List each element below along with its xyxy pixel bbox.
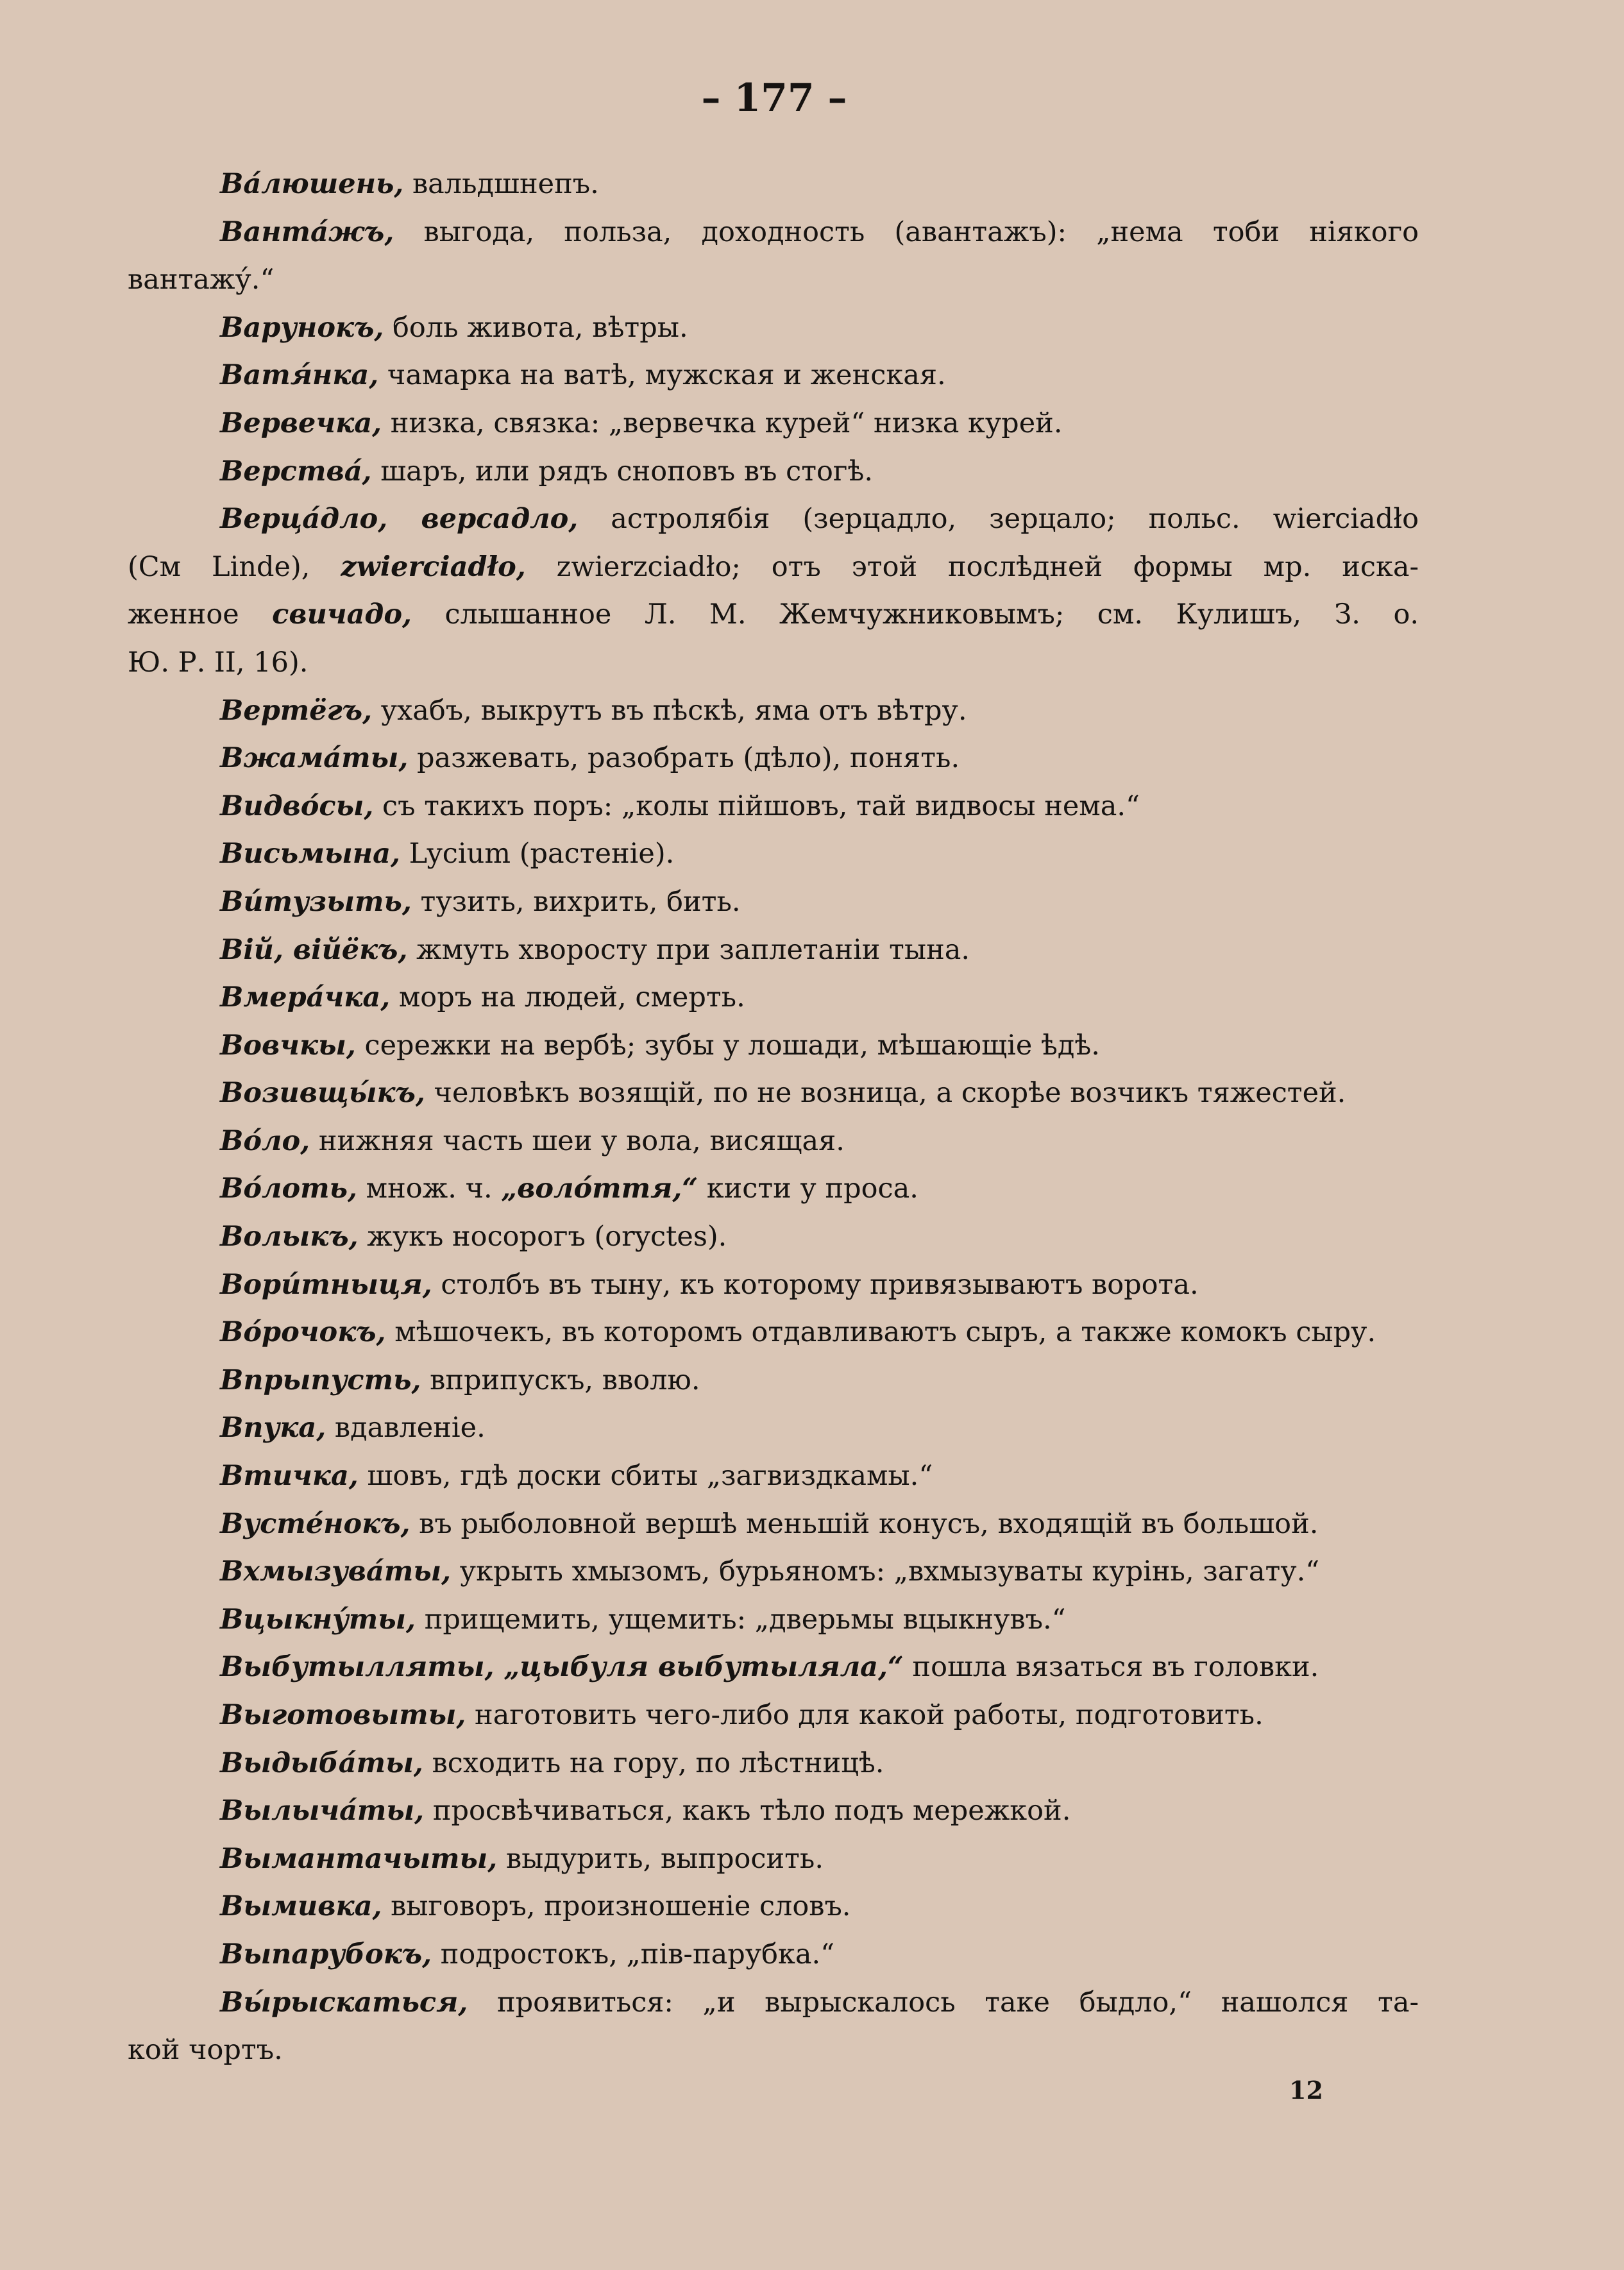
- headword: Вцыкну́ты,: [220, 1603, 416, 1636]
- entry-line: [128, 639, 1419, 687]
- dictionary-entry: [128, 1357, 1419, 1405]
- italic-term: „цыбуля выбутыляла,“: [494, 1651, 904, 1684]
- definition-text: слышанное Л. М. Жемчужниковымъ; см. Кулишъ, З. о.: [411, 598, 1419, 631]
- definition-text: вантажу́.“: [128, 264, 275, 296]
- headword: Вжама́ты,: [220, 742, 409, 775]
- dictionary-entry: [128, 1117, 1419, 1165]
- definition-text: шаръ, или рядъ сноповъ въ стогѣ.: [371, 455, 874, 487]
- definition-text: жмуть хворосту при заплетаніи тына.: [407, 933, 970, 966]
- dictionary-entry: [128, 495, 1419, 686]
- definition-text: Lycium (растеніе).: [400, 838, 675, 870]
- definition-text: проявиться: „и вырыскалось таке быдло,“ нашолся та-: [468, 1986, 1419, 2019]
- headword: Вій, війёкъ,: [220, 933, 408, 966]
- entry-line: [128, 543, 1419, 591]
- dictionary-column: [128, 160, 1419, 2074]
- dictionary-entry: [128, 1787, 1419, 1835]
- headword: Вы́рыскаться,: [220, 1986, 468, 2019]
- definition-text: zwierzciadło; отъ этой послѣдней формы мр. иска-: [525, 550, 1419, 583]
- dictionary-entry: [128, 1931, 1419, 1979]
- definition-text: выгода, польза, доходность (авантажъ): „нема тоби ніякого: [394, 216, 1419, 248]
- headword: Висьмына,: [220, 838, 400, 870]
- entry-line: [128, 1261, 1419, 1309]
- entry-line: [128, 2026, 1419, 2074]
- entry-line: [128, 830, 1419, 878]
- page-number: – 177 –: [701, 76, 847, 121]
- signature-mark: 12: [1289, 2076, 1323, 2105]
- headword: Вервечка,: [220, 407, 382, 439]
- entry-line: [128, 1022, 1419, 1070]
- dictionary-entry: [128, 1979, 1419, 2074]
- definition-text: (См Linde),: [128, 550, 341, 583]
- dictionary-entry: [128, 208, 1419, 304]
- headword: Впрыпусть,: [220, 1364, 421, 1396]
- entry-line: [128, 1404, 1419, 1452]
- entry-line: [128, 1213, 1419, 1261]
- headword: Видво́сы,: [220, 790, 374, 822]
- entry-line: [128, 208, 1419, 257]
- entry-line: [128, 1643, 1419, 1691]
- headword: Выготовыты,: [220, 1699, 466, 1731]
- definition-text: вальдшнепъ.: [403, 168, 599, 200]
- entry-line: [128, 1309, 1419, 1357]
- definition-text: просвѣчиваться, какъ тѣло подъ мережкой.: [424, 1795, 1071, 1827]
- headword: Верства́,: [220, 455, 372, 487]
- definition-text: съ такихъ поръ: „колы пійшовъ, тай видвосы нема.“: [373, 790, 1140, 822]
- dictionary-entry: [128, 1835, 1419, 1883]
- headword: Вовчкы,: [220, 1029, 356, 1062]
- definition-text: мѣшочекъ, въ которомъ отдавливаютъ сыръ, а также комокъ сыру.: [385, 1316, 1376, 1349]
- entry-line: [128, 1069, 1419, 1117]
- definition-text: моръ на людей, смерть.: [390, 981, 745, 1014]
- dictionary-entry: [128, 1261, 1419, 1309]
- headword: Во́ло,: [220, 1124, 310, 1157]
- dictionary-entry: [128, 783, 1419, 831]
- dictionary-entry: [128, 352, 1419, 400]
- entry-line: [128, 256, 1419, 304]
- definition-text: жукъ носорогъ (oryctes).: [358, 1221, 727, 1253]
- dictionary-entry: [128, 304, 1419, 352]
- entry-line: [128, 687, 1419, 735]
- headword: Возивщы́къ,: [220, 1077, 425, 1110]
- entry-line: [128, 1979, 1419, 2027]
- definition-text: пошла вязаться въ головки.: [903, 1651, 1319, 1684]
- definition-text: чамарка на ватѣ, мужская и женская.: [378, 359, 946, 392]
- definition-text: кисти у проса.: [698, 1173, 918, 1205]
- entry-line: [128, 495, 1419, 543]
- definition-text: укрыть хмызомъ, бурьяномъ: „вхмызуваты курінь, загату.“: [451, 1555, 1320, 1588]
- definition-text: подростокъ, „пів-парубка.“: [432, 1938, 835, 1970]
- italic-term: свичадо,: [272, 598, 412, 631]
- headword: Вхмызува́ты,: [220, 1555, 452, 1588]
- definition-text: вдавленіе.: [326, 1412, 486, 1444]
- definition-text: выговоръ, произношеніе словъ.: [382, 1890, 851, 1923]
- entry-line: [128, 1596, 1419, 1644]
- headword: Верца́дло,: [220, 503, 388, 536]
- italic-term: „воло́ття,“: [501, 1173, 698, 1205]
- entry-line: [128, 926, 1419, 974]
- dictionary-entry: [128, 1883, 1419, 1931]
- headword: Вусте́нокъ,: [220, 1507, 410, 1540]
- headword: Варунокъ,: [220, 311, 384, 344]
- dictionary-entry: [128, 1404, 1419, 1452]
- dictionary-entry: [128, 448, 1419, 496]
- definition-text: женное: [128, 598, 273, 631]
- entry-line: [128, 1357, 1419, 1405]
- dictionary-entry: [128, 1213, 1419, 1261]
- definition-text: выдурить, выпросить.: [497, 1842, 824, 1875]
- definition-text: наготовить чего-либо для какой работы, подготовить.: [466, 1699, 1264, 1731]
- entry-line: [128, 1691, 1419, 1740]
- definition-text: астролябія (зерцадло, зерцало; польс. wierciadło: [578, 503, 1419, 536]
- headword: Во́рочокъ,: [220, 1316, 386, 1349]
- definition-text: тузить, вихрить, бить.: [411, 885, 741, 918]
- headword: Вымивка,: [220, 1890, 382, 1923]
- dictionary-entry: [128, 878, 1419, 926]
- definition-text: разжевать, разобрать (дѣло), понять.: [408, 742, 960, 775]
- headword: Выдыба́ты,: [220, 1747, 423, 1779]
- entry-line: [128, 734, 1419, 783]
- entry-line: [128, 1787, 1419, 1835]
- dictionary-entry: [128, 1165, 1419, 1213]
- headword: Ватя́нка,: [220, 359, 379, 392]
- definition-text: Ю. Р. II, 16).: [128, 646, 309, 679]
- italic-term: zwierciadło,: [341, 550, 526, 583]
- definition-text: низка, связка: „вервечка курей“ низка курей.: [382, 407, 1063, 439]
- headword: Волыкъ,: [220, 1221, 359, 1253]
- headword: Ванта́жъ,: [220, 216, 394, 248]
- dictionary-entry: [128, 974, 1419, 1022]
- headword: Ва́люшень,: [220, 168, 404, 200]
- headword: Во́лоть,: [220, 1173, 358, 1205]
- dictionary-entry: [128, 1643, 1419, 1691]
- headword: Выбутылляты,: [220, 1651, 495, 1684]
- headword: Выпарубокъ,: [220, 1938, 432, 1970]
- entry-line: [128, 1165, 1419, 1213]
- dictionary-entry: [128, 734, 1419, 783]
- dictionary-entry: [128, 1596, 1419, 1644]
- dictionary-entry: [128, 1309, 1419, 1357]
- dictionary-entry: [128, 1069, 1419, 1117]
- headword: Вертёгъ,: [220, 694, 373, 727]
- entry-line: [128, 1883, 1419, 1931]
- dictionary-entry: [128, 1548, 1419, 1596]
- italic-term: версадло,: [387, 503, 579, 536]
- entry-line: [128, 160, 1419, 208]
- dictionary-entry: [128, 1740, 1419, 1788]
- definition-text: прищемить, ущемить: „дверьмы вцыкнувъ.“: [416, 1603, 1066, 1636]
- definition-text: сережки на вербѣ; зубы у лошади, мѣшающіе ѣдѣ.: [355, 1029, 1100, 1062]
- dictionary-entry: [128, 1022, 1419, 1070]
- definition-text: шовъ, гдѣ доски сбиты „загвиздкамы.“: [358, 1460, 933, 1493]
- dictionary-entry: [128, 1500, 1419, 1548]
- entry-line: [128, 304, 1419, 352]
- dictionary-entry: [128, 1691, 1419, 1740]
- definition-text: въ рыболовной вершѣ меньшій конусъ, входящій въ большой.: [410, 1507, 1319, 1540]
- definition-text: кой чортъ.: [128, 2034, 283, 2067]
- dictionary-entry: [128, 1452, 1419, 1500]
- definition-text: нижняя часть шеи у вола, висящая.: [310, 1124, 845, 1157]
- headword: Впука,: [220, 1412, 326, 1444]
- headword: Вымантачыты,: [220, 1842, 498, 1875]
- entry-line: [128, 448, 1419, 496]
- entry-line: [128, 1500, 1419, 1548]
- headword: Вылыча́ты,: [220, 1795, 425, 1827]
- entry-line: [128, 783, 1419, 831]
- dictionary-entry: [128, 160, 1419, 208]
- definition-text: ухабъ, выкрутъ въ пѣскѣ, яма отъ вѣтру.: [372, 694, 967, 727]
- entry-line: [128, 1931, 1419, 1979]
- entry-line: [128, 400, 1419, 448]
- definition-text: вприпускъ, вволю.: [421, 1364, 700, 1396]
- dictionary-entry: [128, 400, 1419, 448]
- definition-text: человѣкъ возящій, по не возница, а скорѣе возчикъ тяжестей.: [425, 1077, 1346, 1110]
- headword: Вмера́чка,: [220, 981, 391, 1014]
- dictionary-entry: [128, 830, 1419, 878]
- definition-text: боль живота, вѣтры.: [384, 311, 688, 344]
- entry-line: [128, 1740, 1419, 1788]
- entry-line: [128, 1452, 1419, 1500]
- dictionary-entry: [128, 926, 1419, 974]
- dictionary-entry: [128, 687, 1419, 735]
- entry-line: [128, 591, 1419, 639]
- headword: Ви́тузыть,: [220, 885, 412, 918]
- entry-line: [128, 352, 1419, 400]
- headword: Втичка,: [220, 1460, 359, 1493]
- entry-line: [128, 974, 1419, 1022]
- entry-line: [128, 1548, 1419, 1596]
- definition-text: множ. ч.: [357, 1173, 502, 1205]
- entry-line: [128, 1117, 1419, 1165]
- entry-line: [128, 1835, 1419, 1883]
- entry-line: [128, 878, 1419, 926]
- headword: Вори́тныця,: [220, 1268, 432, 1301]
- definition-text: всходить на гору, по лѣстницѣ.: [423, 1747, 884, 1779]
- definition-text: столбъ въ тыну, къ которому привязываютъ ворота.: [432, 1268, 1199, 1301]
